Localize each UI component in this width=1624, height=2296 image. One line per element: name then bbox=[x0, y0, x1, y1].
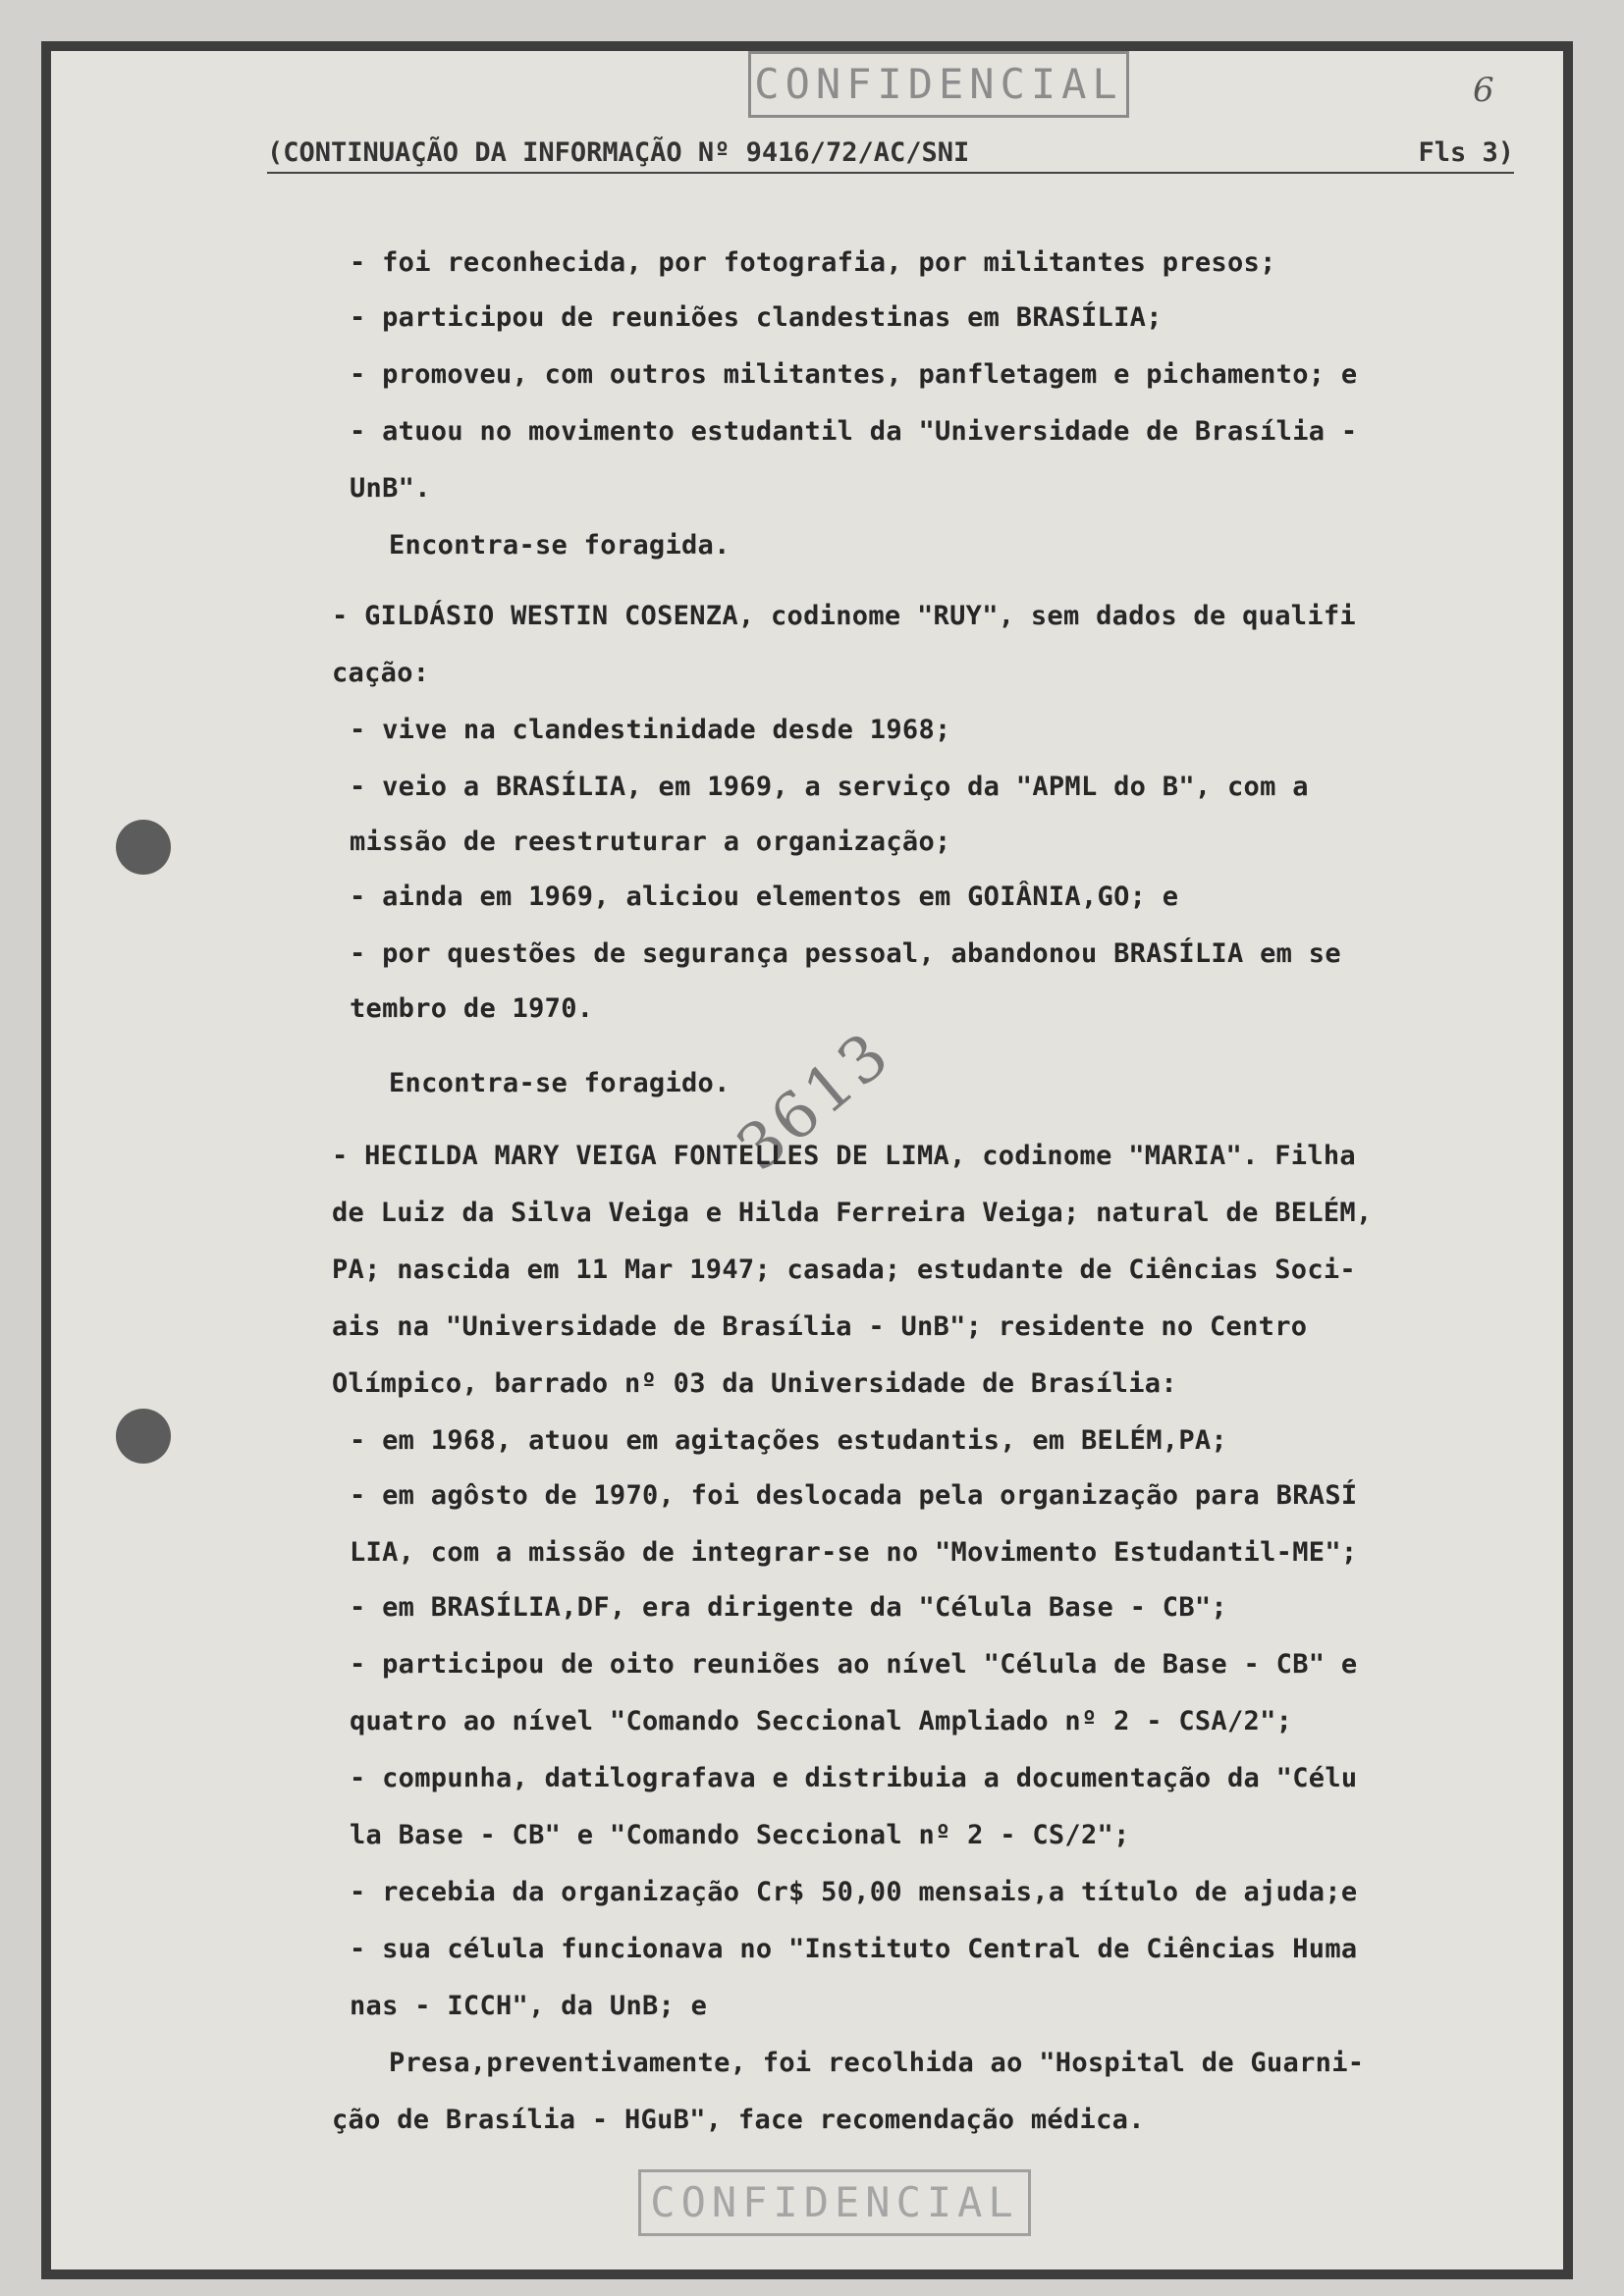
text-line: nas - ICCH", da UnB; e bbox=[350, 1991, 708, 2021]
text-line: PA; nascida em 11 Mar 1947; casada; estudante de Ciências Soci- bbox=[332, 1255, 1356, 1285]
text-line: cação: bbox=[332, 658, 430, 688]
text-line: UnB". bbox=[350, 473, 431, 504]
text-line: tembro de 1970. bbox=[350, 993, 594, 1024]
text-line: LIA, com a missão de integrar-se no "Movimento Estudantil-ME"; bbox=[350, 1537, 1358, 1568]
text-line: de Luiz da Silva Veiga e Hilda Ferreira Veiga; natural de BELÉM, bbox=[332, 1198, 1373, 1228]
text-line: - recebia da organização Cr$ 50,00 mensais,a título de ajuda;e bbox=[350, 1877, 1358, 1907]
text-line: missão de reestruturar a organização; bbox=[350, 827, 951, 857]
text-line: - foi reconhecida, por fotografia, por militantes presos; bbox=[350, 247, 1276, 278]
page-mark: 6 bbox=[1473, 71, 1494, 110]
text-line: - em BRASÍLIA,DF, era dirigente da "Célula Base - CB"; bbox=[350, 1592, 1227, 1623]
text-line: ção de Brasília - HGuB", face recomendação médica. bbox=[332, 2105, 1145, 2135]
text-line: - participou de oito reuniões ao nível "Célula de Base - CB" e bbox=[350, 1649, 1358, 1680]
text-line: - em 1968, atuou em agitações estudantis, em BELÉM,PA; bbox=[350, 1425, 1227, 1456]
text-line: - ainda em 1969, aliciou elementos em GOIÂNIA,GO; e bbox=[350, 881, 1179, 912]
text-line: - participou de reuniões clandestinas em BRASÍLIA; bbox=[350, 302, 1163, 333]
text-line: - por questões de segurança pessoal, abandonou BRASÍLIA em se bbox=[350, 938, 1341, 969]
text-line: - atuou no movimento estudantil da "Universidade de Brasília - bbox=[350, 416, 1358, 447]
text-line: - em agôsto de 1970, foi deslocada pela organização para BRASÍ bbox=[350, 1480, 1358, 1511]
text-line: quatro ao nível "Comando Seccional Ampliado nº 2 - CSA/2"; bbox=[350, 1706, 1293, 1736]
text-line: - vive na clandestinidade desde 1968; bbox=[350, 715, 951, 745]
header-reference: (CONTINUAÇÃO DA INFORMAÇÃO Nº 9416/72/AC/SNI bbox=[267, 137, 970, 168]
document-header bbox=[267, 137, 1514, 174]
text-line: - HECILDA MARY VEIGA FONTELLES DE LIMA, codinome "MARIA". Filha bbox=[332, 1141, 1356, 1171]
text-line: - compunha, datilografava e distribuia a documentação da "Célu bbox=[350, 1763, 1358, 1793]
header-page-number: Fls 3) bbox=[1418, 137, 1514, 168]
text-line: Presa,preventivamente, foi recolhida ao "Hospital de Guarni- bbox=[389, 2048, 1365, 2078]
punch-hole-bottom bbox=[116, 1409, 171, 1464]
text-line: la Base - CB" e "Comando Seccional nº 2 - CS/2"; bbox=[350, 1820, 1130, 1850]
text-line: - GILDÁSIO WESTIN COSENZA, codinome "RUY", sem dados de qualifi bbox=[332, 601, 1356, 631]
confidential-stamp-top: CONFIDENCIAL bbox=[748, 51, 1129, 118]
punch-hole-top bbox=[116, 820, 171, 875]
text-line: Encontra-se foragida. bbox=[389, 530, 731, 561]
text-line: - veio a BRASÍLIA, em 1969, a serviço da "APML do B", com a bbox=[350, 772, 1309, 802]
handwritten-number: 3613 bbox=[724, 1017, 905, 1186]
text-line: Encontra-se foragido. bbox=[389, 1068, 731, 1098]
text-line: ais na "Universidade de Brasília - UnB"; residente no Centro bbox=[332, 1311, 1308, 1342]
confidential-stamp-bottom: CONFIDENCIAL bbox=[638, 2169, 1031, 2236]
text-line: - sua célula funcionava no "Instituto Central de Ciências Huma bbox=[350, 1934, 1358, 1964]
text-line: - promoveu, com outros militantes, panfletagem e pichamento; e bbox=[350, 359, 1358, 390]
text-line: Olímpico, barrado nº 03 da Universidade de Brasília: bbox=[332, 1368, 1177, 1399]
